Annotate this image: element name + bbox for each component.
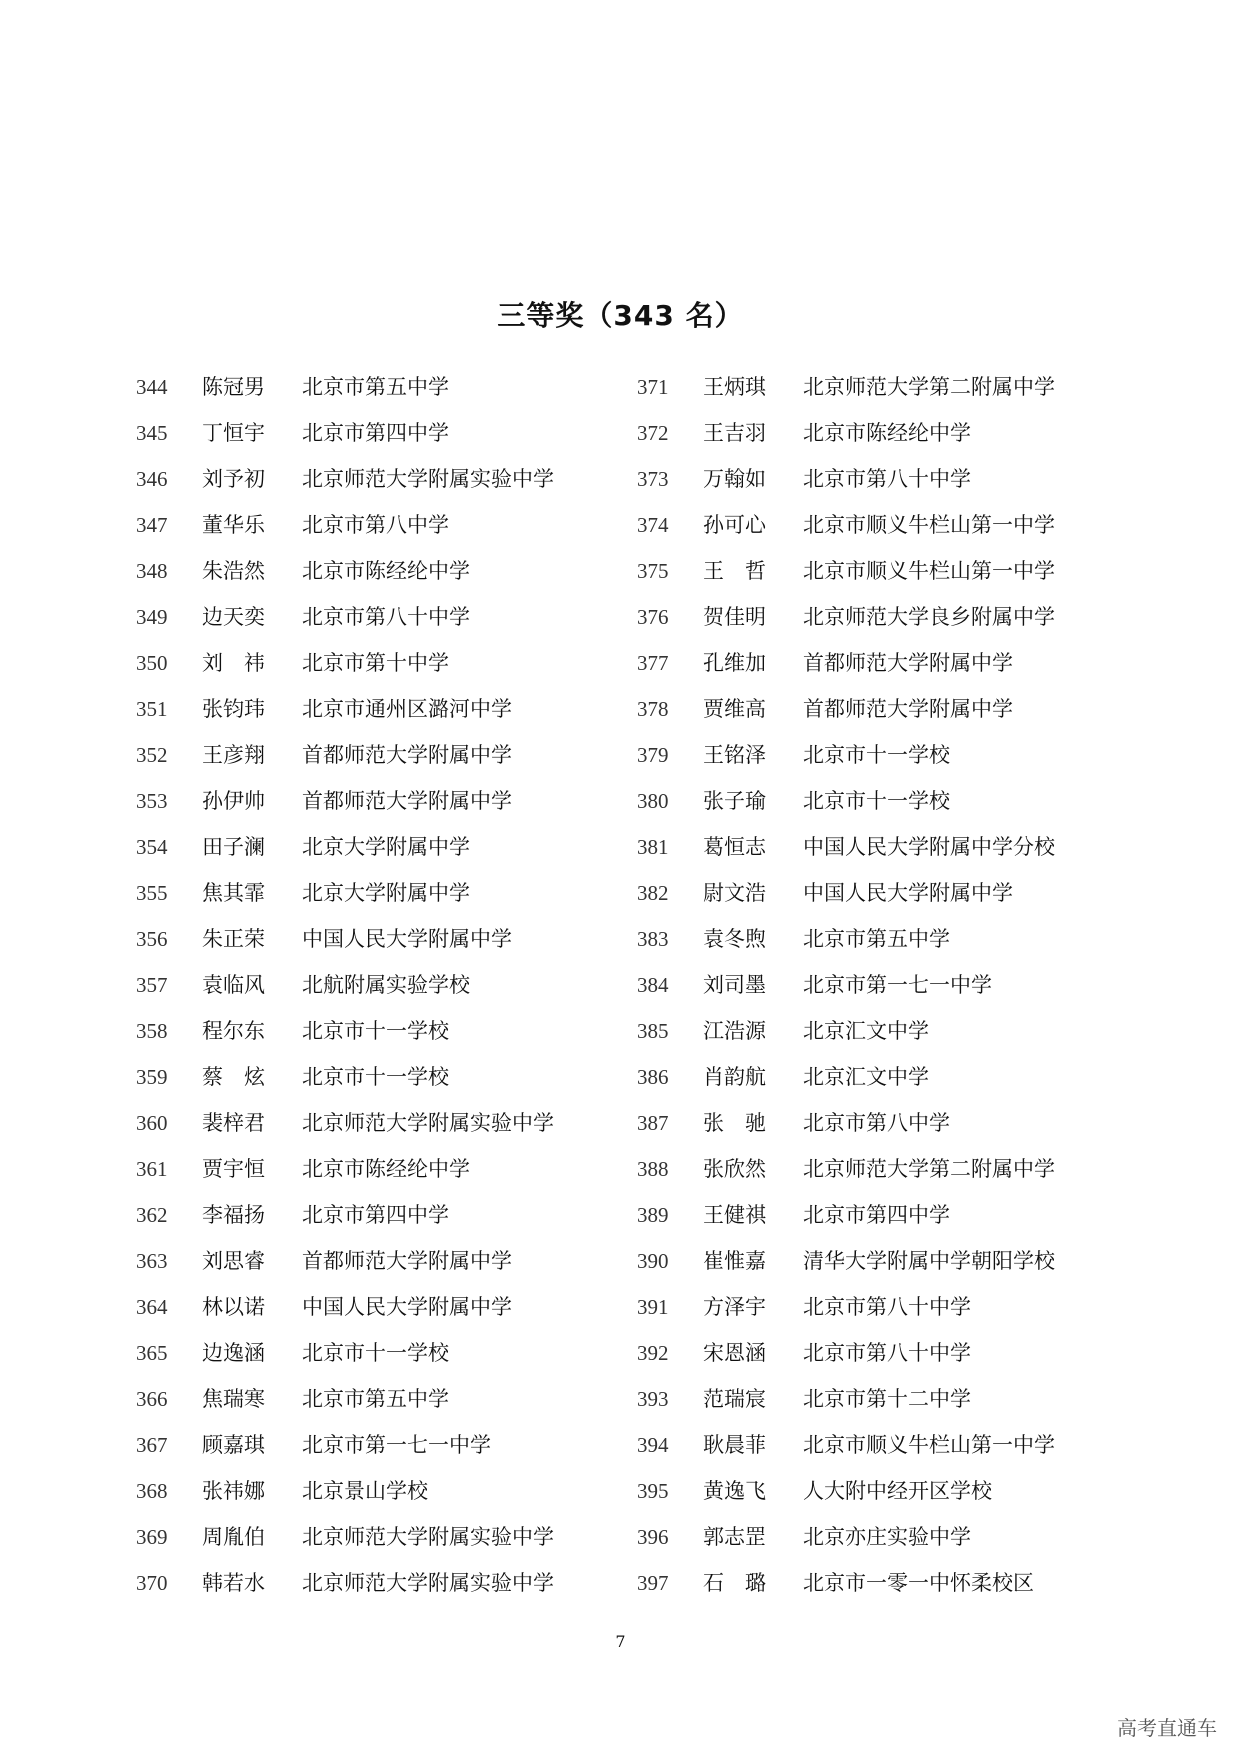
student-name: 张祎娜 <box>202 1479 265 1503</box>
student-name: 林以诺 <box>202 1295 265 1319</box>
school-name: 北京大学附属中学 <box>302 835 470 859</box>
school-name: 北京市十一学校 <box>302 1019 449 1043</box>
student-name: 耿晨菲 <box>703 1433 766 1457</box>
student-name: 焦其霏 <box>202 881 265 905</box>
student-name: 万翰如 <box>703 467 766 491</box>
school-name: 北京市第十中学 <box>302 651 449 675</box>
school-name: 首都师范大学附属中学 <box>803 651 1013 675</box>
student-name: 范瑞宸 <box>703 1387 766 1411</box>
school-name: 北京市陈经纶中学 <box>302 1157 470 1181</box>
rank-number: 393 <box>637 1387 669 1411</box>
student-name: 董华乐 <box>202 513 265 537</box>
school-name: 北京师范大学附属实验中学 <box>302 1571 554 1595</box>
student-name: 边天奕 <box>202 605 265 629</box>
list-item <box>637 1100 1097 1146</box>
school-name: 北京市第八十中学 <box>803 1295 971 1319</box>
rank-number: 348 <box>136 559 168 583</box>
list-item <box>136 1284 596 1330</box>
rank-number: 345 <box>136 421 168 445</box>
student-name: 刘 祎 <box>202 651 265 675</box>
student-name: 蔡 炫 <box>202 1065 265 1089</box>
school-name: 中国人民大学附属中学 <box>803 881 1013 905</box>
school-name: 北京市第八中学 <box>302 513 449 537</box>
school-name: 北京市顺义牛栏山第一中学 <box>803 1433 1055 1457</box>
rank-number: 390 <box>637 1249 669 1273</box>
list-item <box>637 1514 1097 1560</box>
student-name: 黄逸飞 <box>703 1479 766 1503</box>
school-name: 北京师范大学附属实验中学 <box>302 1525 554 1549</box>
rank-number: 344 <box>136 375 168 399</box>
list-item <box>637 686 1097 732</box>
school-name: 北京市第五中学 <box>803 927 950 951</box>
list-item <box>637 456 1097 502</box>
rank-number: 362 <box>136 1203 168 1227</box>
school-name: 北京师范大学附属实验中学 <box>302 467 554 491</box>
student-name: 方泽宇 <box>703 1295 766 1319</box>
student-name: 朱正荣 <box>202 927 265 951</box>
school-name: 北京市陈经纶中学 <box>803 421 971 445</box>
list-item <box>637 824 1097 870</box>
student-name: 江浩源 <box>703 1019 766 1043</box>
list-item <box>637 1238 1097 1284</box>
rank-number: 353 <box>136 789 168 813</box>
student-name: 田子澜 <box>202 835 265 859</box>
list-item <box>637 870 1097 916</box>
school-name: 北京市十一学校 <box>803 743 950 767</box>
rank-number: 391 <box>637 1295 669 1319</box>
rank-number: 360 <box>136 1111 168 1135</box>
student-name: 刘司墨 <box>703 973 766 997</box>
rank-number: 386 <box>637 1065 669 1089</box>
list-item <box>136 456 596 502</box>
list-item <box>637 1146 1097 1192</box>
rank-number: 355 <box>136 881 168 905</box>
school-name: 北京市陈经纶中学 <box>302 559 470 583</box>
student-name: 郭志罡 <box>703 1525 766 1549</box>
school-name: 北京师范大学附属实验中学 <box>302 1111 554 1135</box>
rank-number: 381 <box>637 835 669 859</box>
school-name: 中国人民大学附属中学 <box>302 927 512 951</box>
school-name: 北京市第一七一中学 <box>803 973 992 997</box>
student-name: 王 哲 <box>703 559 766 583</box>
rank-number: 394 <box>637 1433 669 1457</box>
list-item <box>136 870 596 916</box>
student-name: 宋恩涵 <box>703 1341 766 1365</box>
student-name: 刘思睿 <box>202 1249 265 1273</box>
rank-number: 380 <box>637 789 669 813</box>
rank-number: 352 <box>136 743 168 767</box>
list-item <box>136 686 596 732</box>
rank-number: 397 <box>637 1571 669 1595</box>
list-item <box>637 1054 1097 1100</box>
student-name: 贾宇恒 <box>202 1157 265 1181</box>
page-title: 三等奖（343 名） <box>497 299 744 332</box>
list-item <box>136 824 596 870</box>
student-name: 丁恒宇 <box>202 421 265 445</box>
school-name: 北京市第八十中学 <box>302 605 470 629</box>
rank-number: 372 <box>637 421 669 445</box>
school-name: 首都师范大学附属中学 <box>803 697 1013 721</box>
student-name: 张钧玮 <box>202 697 265 721</box>
rank-number: 351 <box>136 697 168 721</box>
rank-number: 349 <box>136 605 168 629</box>
school-name: 北京市第八中学 <box>803 1111 950 1135</box>
rank-number: 369 <box>136 1525 168 1549</box>
rank-number: 358 <box>136 1019 168 1043</box>
school-name: 北京师范大学第二附属中学 <box>803 375 1055 399</box>
school-name: 清华大学附属中学朝阳学校 <box>803 1249 1055 1273</box>
student-name: 孔维加 <box>703 651 766 675</box>
rank-number: 395 <box>637 1479 669 1503</box>
list-item <box>136 1008 596 1054</box>
rank-number: 370 <box>136 1571 168 1595</box>
rank-number: 377 <box>637 651 669 675</box>
list-item <box>637 502 1097 548</box>
school-name: 北京市第八十中学 <box>803 467 971 491</box>
school-name: 首都师范大学附属中学 <box>302 743 512 767</box>
student-name: 葛恒志 <box>703 835 766 859</box>
student-name: 陈冠男 <box>202 375 265 399</box>
list-item <box>136 1468 596 1514</box>
list-item <box>136 732 596 778</box>
list-item <box>136 640 596 686</box>
list-item <box>136 1238 596 1284</box>
student-name: 李福扬 <box>202 1203 265 1227</box>
student-name: 袁冬煦 <box>703 927 766 951</box>
rank-number: 371 <box>637 375 669 399</box>
student-name: 贺佳明 <box>703 605 766 629</box>
list-item <box>136 364 596 410</box>
student-name: 孙伊帅 <box>202 789 265 813</box>
student-name: 孙可心 <box>703 513 766 537</box>
student-name: 顾嘉琪 <box>202 1433 265 1457</box>
school-name: 北京市一零一中怀柔校区 <box>803 1571 1034 1595</box>
list-item <box>136 962 596 1008</box>
student-name: 袁临风 <box>202 973 265 997</box>
student-name: 张子瑜 <box>703 789 766 813</box>
student-name: 韩若水 <box>202 1571 265 1595</box>
student-name: 边逸涵 <box>202 1341 265 1365</box>
school-name: 北京市十一学校 <box>302 1341 449 1365</box>
rank-number: 366 <box>136 1387 168 1411</box>
rank-number: 350 <box>136 651 168 675</box>
school-name: 中国人民大学附属中学分校 <box>803 835 1055 859</box>
list-item <box>136 1054 596 1100</box>
student-name: 张 驰 <box>703 1111 766 1135</box>
school-name: 首都师范大学附属中学 <box>302 789 512 813</box>
rank-number: 385 <box>637 1019 669 1043</box>
list-item <box>136 778 596 824</box>
list-item <box>637 1192 1097 1238</box>
school-name: 北京市通州区潞河中学 <box>302 697 512 721</box>
list-item <box>136 1422 596 1468</box>
rank-number: 373 <box>637 467 669 491</box>
rank-number: 384 <box>637 973 669 997</box>
list-item <box>637 1008 1097 1054</box>
rank-number: 364 <box>136 1295 168 1319</box>
rank-number: 375 <box>637 559 669 583</box>
rank-number: 347 <box>136 513 168 537</box>
school-name: 人大附中经开区学校 <box>803 1479 992 1503</box>
rank-number: 374 <box>637 513 669 537</box>
student-name: 石 璐 <box>703 1571 766 1595</box>
student-name: 肖韵航 <box>703 1065 766 1089</box>
list-item <box>136 594 596 640</box>
student-name: 贾维高 <box>703 697 766 721</box>
list-item <box>136 1192 596 1238</box>
student-name: 裴梓君 <box>202 1111 265 1135</box>
rank-number: 379 <box>637 743 669 767</box>
list-item <box>136 1376 596 1422</box>
school-name: 北京师范大学良乡附属中学 <box>803 605 1055 629</box>
list-item <box>637 364 1097 410</box>
school-name: 北京师范大学第二附属中学 <box>803 1157 1055 1181</box>
list-item <box>136 916 596 962</box>
list-item <box>637 594 1097 640</box>
rank-number: 368 <box>136 1479 168 1503</box>
list-item <box>637 916 1097 962</box>
school-name: 北京亦庄实验中学 <box>803 1525 971 1549</box>
school-name: 北京市第五中学 <box>302 375 449 399</box>
list-item <box>637 548 1097 594</box>
student-name: 焦瑞寒 <box>202 1387 265 1411</box>
school-name: 北京市十一学校 <box>803 789 950 813</box>
student-name: 王炳琪 <box>703 375 766 399</box>
page-number: 7 <box>615 1632 626 1651</box>
list-item <box>136 410 596 456</box>
list-item <box>136 1146 596 1192</box>
student-name: 王吉羽 <box>703 421 766 445</box>
rank-number: 392 <box>637 1341 669 1365</box>
rank-number: 354 <box>136 835 168 859</box>
school-name: 北京市顺义牛栏山第一中学 <box>803 559 1055 583</box>
rank-number: 396 <box>637 1525 669 1549</box>
student-name: 程尔东 <box>202 1019 265 1043</box>
student-name: 朱浩然 <box>202 559 265 583</box>
school-name: 北京景山学校 <box>302 1479 428 1503</box>
school-name: 北京市第十二中学 <box>803 1387 971 1411</box>
left-award-list <box>136 364 596 1606</box>
rank-number: 359 <box>136 1065 168 1089</box>
student-name: 刘予初 <box>202 467 265 491</box>
school-name: 北京汇文中学 <box>803 1019 929 1043</box>
student-name: 王彦翔 <box>202 743 265 767</box>
list-item <box>136 1330 596 1376</box>
school-name: 北京市第五中学 <box>302 1387 449 1411</box>
rank-number: 382 <box>637 881 669 905</box>
list-item <box>136 1560 596 1606</box>
list-item <box>136 548 596 594</box>
list-item <box>637 778 1097 824</box>
school-name: 中国人民大学附属中学 <box>302 1295 512 1319</box>
rank-number: 356 <box>136 927 168 951</box>
rank-number: 361 <box>136 1157 168 1181</box>
list-item <box>637 1560 1097 1606</box>
right-award-list <box>637 364 1097 1606</box>
rank-number: 378 <box>637 697 669 721</box>
student-name: 尉文浩 <box>703 881 766 905</box>
student-name: 张欣然 <box>703 1157 766 1181</box>
list-item <box>637 1284 1097 1330</box>
school-name: 北京市顺义牛栏山第一中学 <box>803 513 1055 537</box>
rank-number: 376 <box>637 605 669 629</box>
student-name: 周胤伯 <box>202 1525 265 1549</box>
school-name: 北航附属实验学校 <box>302 973 470 997</box>
school-name: 北京市第四中学 <box>302 1203 449 1227</box>
list-item <box>637 1468 1097 1514</box>
rank-number: 357 <box>136 973 168 997</box>
rank-number: 387 <box>637 1111 669 1135</box>
student-name: 崔惟嘉 <box>703 1249 766 1273</box>
list-item <box>637 732 1097 778</box>
student-name: 王健祺 <box>703 1203 766 1227</box>
list-item <box>637 640 1097 686</box>
watermark: 高考直通车 <box>1117 1716 1217 1740</box>
school-name: 北京市十一学校 <box>302 1065 449 1089</box>
school-name: 首都师范大学附属中学 <box>302 1249 512 1273</box>
rank-number: 365 <box>136 1341 168 1365</box>
rank-number: 388 <box>637 1157 669 1181</box>
school-name: 北京市第四中学 <box>302 421 449 445</box>
rank-number: 383 <box>637 927 669 951</box>
school-name: 北京大学附属中学 <box>302 881 470 905</box>
list-item <box>637 962 1097 1008</box>
school-name: 北京汇文中学 <box>803 1065 929 1089</box>
list-item <box>136 1100 596 1146</box>
school-name: 北京市第一七一中学 <box>302 1433 491 1457</box>
student-name: 王铭泽 <box>703 743 766 767</box>
list-item <box>136 502 596 548</box>
list-item <box>637 410 1097 456</box>
school-name: 北京市第四中学 <box>803 1203 950 1227</box>
list-item <box>136 1514 596 1560</box>
list-item <box>637 1330 1097 1376</box>
rank-number: 367 <box>136 1433 168 1457</box>
list-item <box>637 1376 1097 1422</box>
list-item <box>637 1422 1097 1468</box>
rank-number: 363 <box>136 1249 168 1273</box>
rank-number: 346 <box>136 467 168 491</box>
school-name: 北京市第八十中学 <box>803 1341 971 1365</box>
rank-number: 389 <box>637 1203 669 1227</box>
